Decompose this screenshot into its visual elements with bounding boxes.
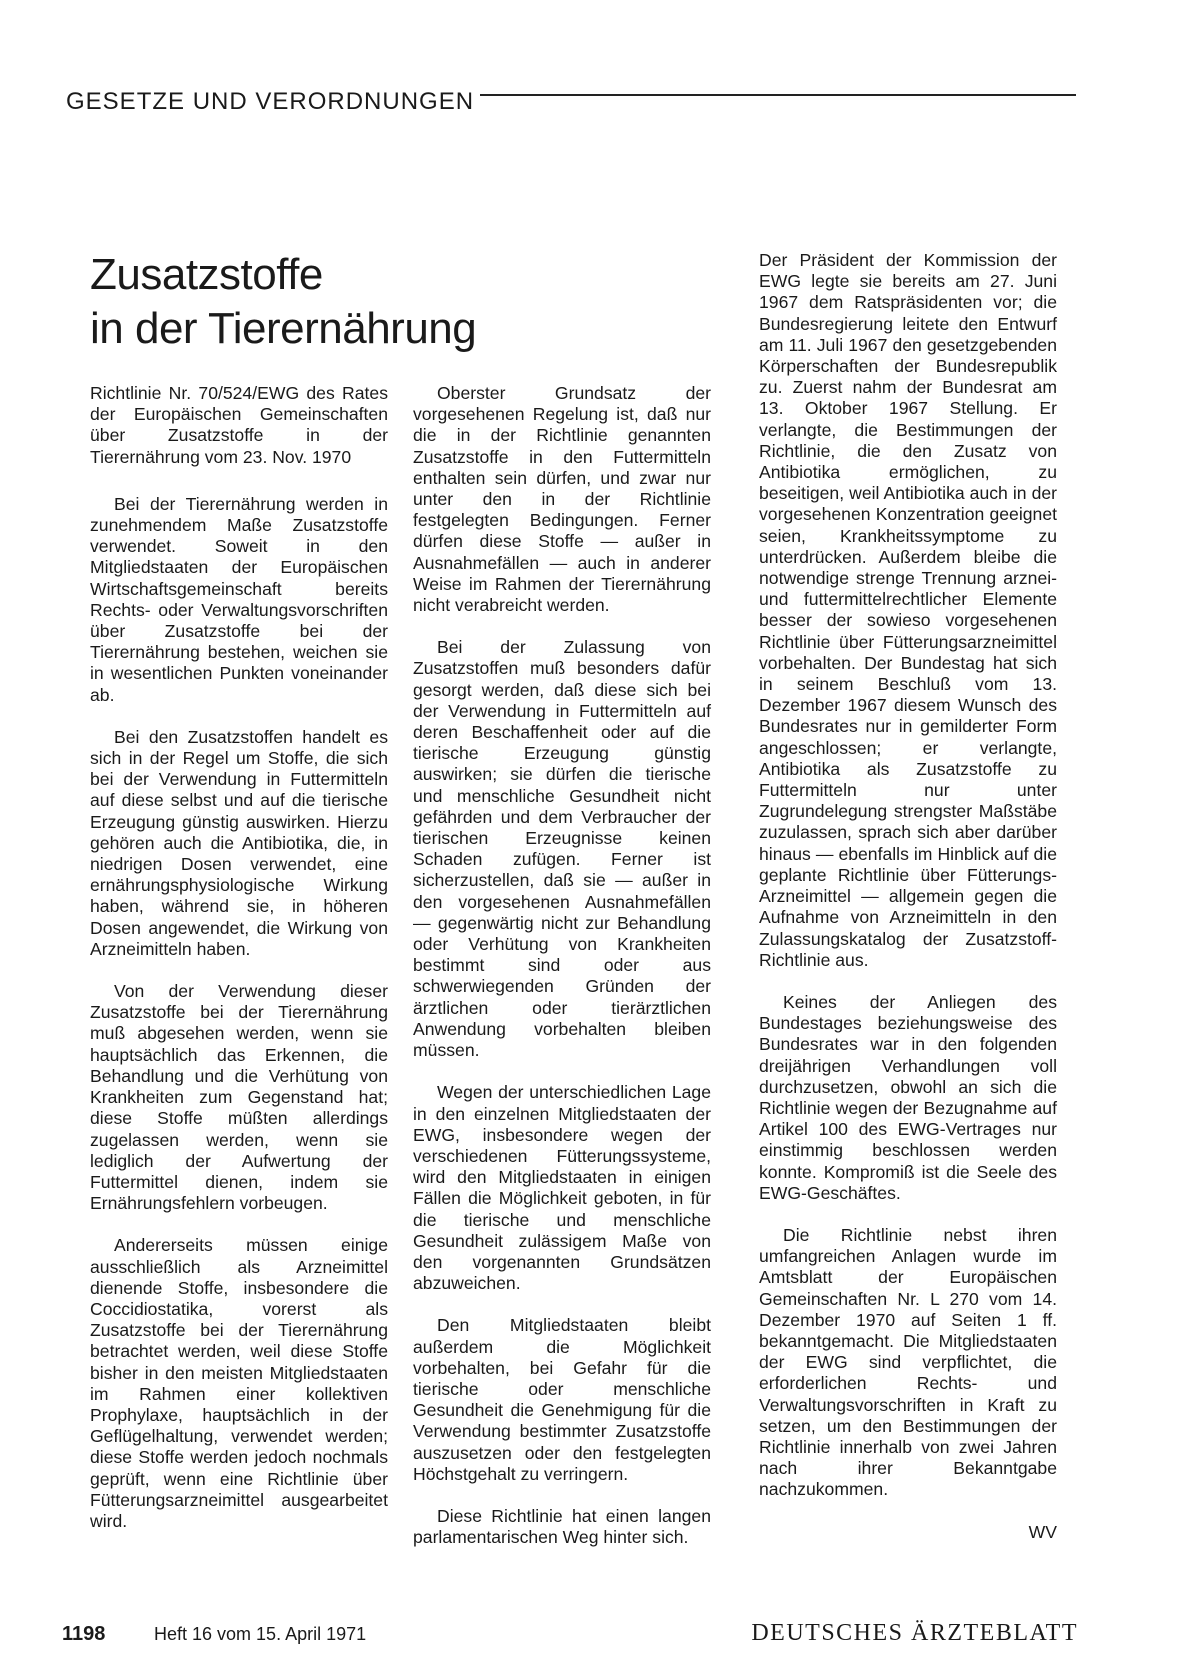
article-title (90, 248, 476, 356)
signature-line (759, 1522, 1057, 1543)
paragraph: Bei der Zulassung von Zusatzstoffen muß besonders dafür gesorgt werden, daß diese sich bei der Verwendung in Futtermitteln auf deren Beschaffenheit oder auf die tierische Erzeugung günstig auswirken; sie dürfen die tierische und menschliche Gesundheit nicht gefährden und dem Verbraucher der tierischen Erzeugnisse keinen Schaden zufügen. Ferner ist sicherzustellen, daß sie — außer in den vorgesehenen Ausnahmefällen — gegenwärtig nicht zur Behandlung oder Verhütung von Krankheiten bestimmt sind oder aus schwerwiegenden Gründen der ärztlichen oder tierärztlichen Anwendung vorbehalten bleiben müssen. (413, 637, 711, 1061)
paragraph: Den Mitgliedstaaten bleibt außerdem die Möglichkeit vorbehalten, bei Gefahr für die tierische oder menschliche Gesundheit die Genehmigung für die Verwendung bestimmter Zusatzstoffe auszusetzen oder den festgelegten Höchstgehalt zu verringern. (413, 1315, 711, 1484)
column-3 (759, 250, 1057, 1543)
journal-name: DEUTSCHES ÄRZTEBLATT (751, 1620, 1078, 1646)
section-title: GESETZE UND VERORDNUNGEN (66, 88, 475, 115)
article-title-line-1: Zusatzstoffe (90, 250, 323, 299)
article-title-line-2: in der Tierernährung (90, 304, 477, 353)
issue-info: Heft 16 vom 15. April 1971 (154, 1624, 367, 1644)
author-signature: WV (1028, 1521, 1057, 1542)
paragraph: Andererseits müssen einige ausschließlich als Arzneimittel dienende Stoffe, insbesondere die Coccidiostatika, vorerst als Zusatzstoffe bei der Tierernährung betrachtet werden, weil diese Stoffe bisher in den meisten Mitgliedstaaten im Rahmen einer kollektiven Prophylaxe, hauptsächlich in der Geflügelhaltung, verwendet werden; diese Stoffe werden jedoch nochmals geprüft, wenn eine Richtlinie über Fütterungsarzneimittel ausgearbeitet wird. (90, 1235, 388, 1531)
page-footer (62, 1620, 1078, 1647)
column-1 (90, 383, 388, 1553)
paragraph: Von der Verwendung dieser Zusatzstoffe bei der Tierernährung muß abgesehen werden, wenn sie hauptsächlich das Erkennen, die Behandlung und die Verhütung von Krankheiten zum Gegenstand hat; diese Stoffe müßten allerdings zugelassen werden, wenn sie lediglich der Aufwertung der Futtermittel dienen, indem sie Ernährungsfehlern vorbeugen. (90, 981, 388, 1214)
paragraph: Die Richtlinie nebst ihren umfangreichen Anlagen wurde im Amtsblatt der Europäischen Gemeinschaften Nr. L 270 vom 14. Dezember 1970 auf Seiten 1 ff. bekanntgemacht. Die Mitgliedstaaten der EWG sind verpflichtet, die erforderlichen Rechts- und Verwaltungsvorschriften in Kraft zu setzen, um den Bestimmungen der Richtlinie innerhalb von zwei Jahren nach ihrer Bekanntgabe nachzukommen. (759, 1224, 1057, 1500)
paragraph: Bei der Tierernährung werden in zunehmendem Maße Zusatzstoffe verwendet. Soweit in den Mitgliedstaaten der Europäischen Wirtschaftsgemeinschaft bereits Rechts- oder Verwaltungsvorschriften über Zusatzstoffe bei der Tierernährung bestehen, weichen sie in wesentlichen Punkten voneinander ab. (90, 493, 388, 705)
paragraph: Wegen der unterschiedlichen Lage in den einzelnen Mitgliedstaaten der EWG, insbesondere wegen der verschiedenen Fütterungssysteme, wird den Mitgliedstaaten in einigen Fällen die Möglichkeit geboten, in für die tierische und menschliche Gesundheit zulässigem Maße von den vorgenannten Grundsätzen abzuweichen. (413, 1082, 711, 1294)
article-subtitle: Richtlinie Nr. 70/524/EWG des Rates der Europäischen Gemeinschaften über Zusatzstoffe in der Tierernährung vom 23. Nov. 1970 (90, 383, 388, 467)
page-number: 1198 (62, 1623, 106, 1645)
paragraph: Bei den Zusatzstoffen handelt es sich in der Regel um Stoffe, die sich bei der Verwendung in Futtermitteln auf diese selbst und auf die tierische Erzeugung günstig auswirken. Hierzu gehören auch die Antibiotika, die, in niedrigen Dosen verwendet, eine ernährungsphysiologische Wirkung haben, während sie, in höheren Dosen angewendet, die Wirkung von Arzneimitteln haben. (90, 726, 388, 959)
paragraph: Keines der Anliegen des Bundestages beziehungsweise des Bundesrates war in den folgenden dreijährigen Verhandlungen voll durchzusetzen, obwohl an sich die Richtlinie wegen der Bezugnahme auf Artikel 100 des EWG-Vertrages nur einstimmig beschlossen werden konnte. Kompromiß ist die Seele des EWG-Geschäftes. (759, 991, 1057, 1203)
header-rule (480, 94, 1076, 96)
paragraph: Oberster Grundsatz der vorgesehenen Regelung ist, daß nur die in der Richtlinie genannten Zusatzstoffe in den Futtermitteln enthalten sein dürfen, und zwar nur unter den in der Richtlinie festgelegten Bedingungen. Ferner dürfen diese Stoffe — außer in Ausnahmefällen — auch in anderer Weise im Rahmen der Tierernährung nicht verabreicht werden. (413, 383, 711, 616)
section-header (66, 88, 1076, 116)
paragraph: Der Präsident der Kommission der EWG legte sie bereits am 27. Juni 1967 dem Ratspräsidenten vor; die Bundesregierung leitete den Entwurf am 11. Juli 1967 den gesetzgebenden Körperschaften der Bundesrepublik zu. Zuerst nahm der Bundesrat am 13. Oktober 1967 Stellung. Er verlangte, die Bestimmungen der Richtlinie, die den Zusatz von Antibiotika ermöglichen, zu beseitigen, weil Antibiotika auch in der vorgesehenen Konzentration geeignet seien, Krankheitssymptome zu unterdrücken. Außerdem bleibe die notwendige strenge Trennung arznei- und futtermittelrechtlicher Elemente besser der sowieso vorgesehenen Richtlinie über Fütterungsarzneimittel vorbehalten. Der Bundestag hat sich in seinem Beschluß vom 13. Dezember 1967 diesem Wunsch des Bundesrates nur in gemilderter Form angeschlossen; er verlangte, Antibiotika als Zusatzstoffe zu Futtermitteln nur unter Zugrundelegung strengster Maßstäbe zuzulassen, sprach sich aber darüber hinaus — ebenfalls im Hinblick auf die geplante Richtlinie über Fütterungs-Arzneimittel — allgemein gegen die Aufnahme von Arzneimitteln in den Zulassungskatalog der Zusatzstoff-Richtlinie aus. (759, 250, 1057, 970)
column-2 (413, 383, 711, 1569)
paragraph: Diese Richtlinie hat einen langen parlamentarischen Weg hinter sich. (413, 1505, 711, 1548)
